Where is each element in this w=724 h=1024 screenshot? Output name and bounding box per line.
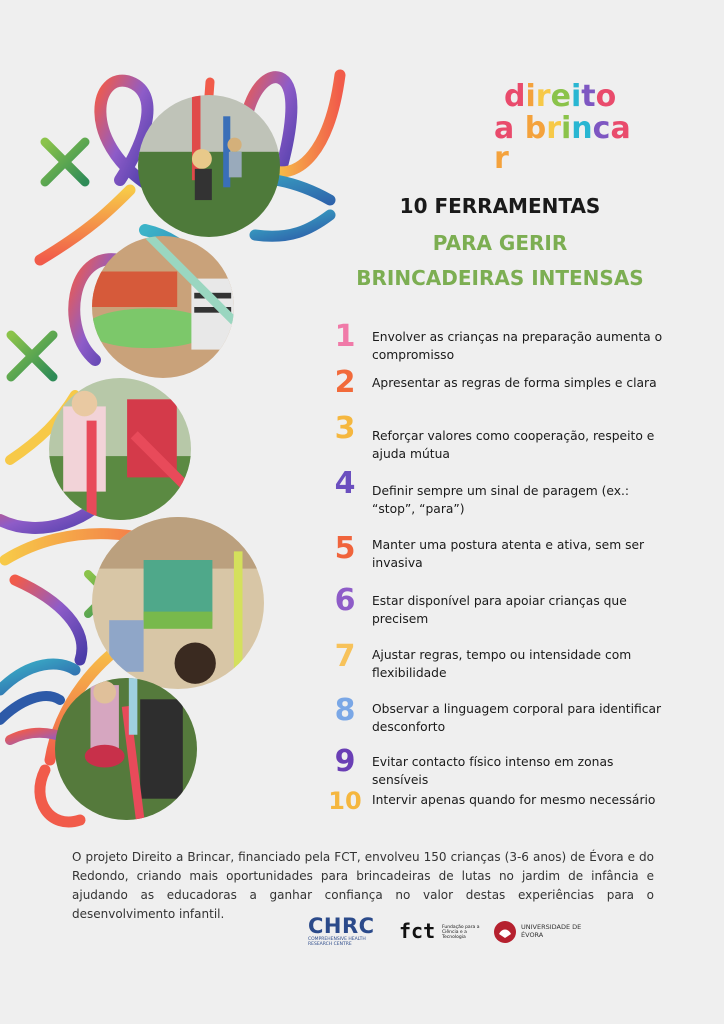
asterisk-icon	[2, 326, 62, 386]
tool-text: Ajustar regras, tempo ou intensidade com flexibilidade	[372, 648, 632, 680]
tool-number: 3	[334, 411, 356, 446]
photo-children-grass	[55, 678, 197, 820]
tool-number: 7	[334, 639, 356, 674]
tool-text: Apresentar as regras de forma simples e clara	[372, 376, 657, 390]
uevora-logo-text: UNIVERSIDADE DE ÉVORA	[521, 923, 582, 939]
photo-children-classroom	[92, 517, 264, 689]
tool-number: 4	[334, 466, 356, 501]
uevora-logo	[493, 918, 593, 948]
title-line-2: PARA GERIR	[432, 231, 568, 255]
project-description: O projeto Direito a Brincar, financiado pela FCT, envolveu 150 crianças (3-6 anos) de Évora e do Redondo, criando mais oportunidades para brincadeiras de lutas no jardim de infância e ajudando as educadoras a ganhar confiança no valor destas experiências para o desenvolvimento infantil.	[72, 850, 654, 921]
photo-children-noodles	[49, 378, 191, 520]
chrc-logo-subtitle: COMPREHENSIVE HEALTH RESEARCH CENTRE	[308, 937, 366, 947]
title-line-1: 10 FERRAMENTAS	[399, 194, 601, 218]
tool-number: 6	[334, 583, 356, 618]
tool-text: Estar disponível para apoiar crianças que precisem	[372, 594, 627, 626]
tool-number: 1	[334, 319, 356, 354]
tool-text: Observar a linguagem corporal para identificar desconforto	[372, 702, 662, 734]
logo-line-2: a brincar	[494, 111, 631, 176]
tool-number: 10	[328, 787, 362, 815]
logo-line-1: direito	[504, 79, 617, 114]
photo-children-playground	[138, 95, 280, 237]
tool-text: Envolver as crianças na preparação aumenta o compromisso	[372, 330, 663, 362]
tool-text: Evitar contacto físico intenso em zonas sensíveis	[372, 755, 614, 787]
direito-a-brincar-logo	[492, 79, 642, 176]
tool-number: 5	[334, 531, 356, 566]
tool-number: 2	[334, 365, 356, 400]
tool-text: Manter uma postura atenta e ativa, sem ser invasiva	[372, 538, 645, 570]
tool-text: Definir sempre um sinal de paragem (ex.: “stop”, “para”)	[372, 484, 630, 516]
fct-logo-subtitle: Fundação para a Ciência e a Tecnologia	[442, 925, 480, 940]
tool-number: 8	[334, 693, 356, 728]
fct-logo	[399, 921, 489, 941]
title-line-3: BRINCADEIRAS INTENSAS	[356, 266, 644, 290]
fct-logo-text: fct	[399, 919, 436, 943]
asterisk-icon	[37, 134, 93, 190]
chrc-logo	[308, 916, 378, 947]
tool-number: 9	[334, 744, 356, 779]
tool-text: Intervir apenas quando for mesmo necessário	[372, 793, 656, 807]
university-seal-icon	[493, 920, 517, 944]
tool-text: Reforçar valores como cooperação, respeito e ajuda mútua	[372, 429, 655, 461]
chrc-logo-text: CHRC	[308, 914, 375, 938]
photo-children-table	[92, 236, 234, 378]
